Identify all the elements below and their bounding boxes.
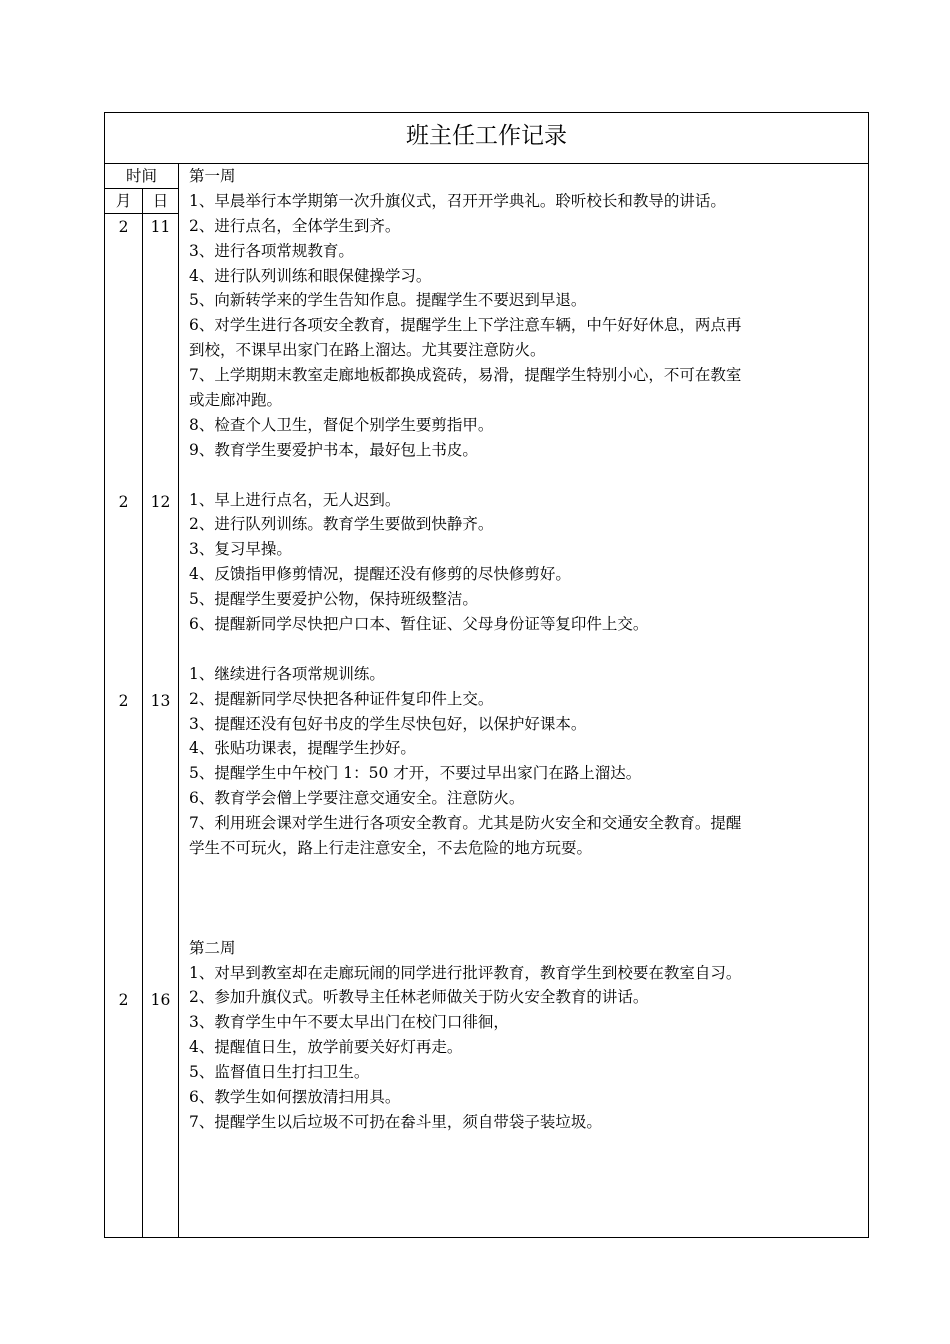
record-content xyxy=(189,164,867,1135)
record-line: 4、张贴功课表，提醒学生抄好。 xyxy=(189,739,416,758)
record-line: 4、反馈指甲修剪情况，提醒还没有修剪的尽快修剪好。 xyxy=(189,565,571,584)
record-line: 3、提醒还没有包好书皮的学生尽快包好，以保护好课本。 xyxy=(189,714,587,733)
record-line: 或走廊冲跑。 xyxy=(189,391,283,410)
record-line: 7、利用班会课对学生进行各项安全教育。尤其是防火安全和交通安全教育。提醒 xyxy=(189,814,742,833)
entry-day: 11 xyxy=(150,218,171,236)
record-line: 6、对学生进行各项安全教育，提醒学生上下学注意车辆，中午好好休息，两点再 xyxy=(189,316,742,335)
record-line: 8、检查个人卫生，督促个别学生要剪指甲。 xyxy=(189,415,494,434)
record-line: 9、教育学生要爱护书本，最好包上书皮。 xyxy=(189,440,478,459)
record-line: 5、监督值日生打扫卫生。 xyxy=(189,1063,370,1082)
entry-month: 2 xyxy=(118,493,129,511)
record-line: 1、继续进行各项常规训练。 xyxy=(189,664,385,683)
record-line: 3、复习早操。 xyxy=(189,540,292,559)
blank-line xyxy=(189,861,867,886)
record-line: 第一周 xyxy=(189,167,236,185)
record-line: 7、上学期期末教室走廊地板都换成瓷砖，易滑，提醒学生特别小心，不可在教室 xyxy=(189,366,742,385)
blank-line xyxy=(189,463,867,488)
time-header: 时间 xyxy=(125,167,157,185)
record-line: 5、提醒学生要爱护公物，保持班级整洁。 xyxy=(189,590,478,609)
divider-time-content xyxy=(178,164,179,1238)
record-line: 1、早晨举行本学期第一次升旗仪式，召开开学典礼。聆听校长和教导的讲话。 xyxy=(189,191,726,210)
record-line: 2、参加升旗仪式。听教导主任林老师做关于防火安全教育的讲话。 xyxy=(189,988,649,1007)
divider-month-header xyxy=(105,213,179,214)
blank-line xyxy=(189,886,867,911)
record-line: 2、进行点名，全体学生到齐。 xyxy=(189,216,401,235)
record-line: 2、提醒新同学尽快把各种证件复印件上交。 xyxy=(189,689,494,708)
record-line: 3、教育学生中午不要太早出门在校门口徘徊， xyxy=(189,1013,509,1032)
day-header: 日 xyxy=(152,192,169,210)
entry-month: 2 xyxy=(118,218,129,236)
record-line: 6、教育学会僧上学要注意交通安全。注意防火。 xyxy=(189,789,525,808)
document-title: 班主任工作记录 xyxy=(105,113,868,164)
record-line: 3、进行各项常规教育。 xyxy=(189,241,354,260)
record-line: 5、向新转学来的学生告知作息。提醒学生不要迟到早退。 xyxy=(189,291,587,310)
record-line: 4、提醒值日生，放学前要关好灯再走。 xyxy=(189,1038,463,1057)
entry-month: 2 xyxy=(118,692,129,710)
month-header: 月 xyxy=(115,192,132,210)
work-record-table xyxy=(104,112,869,1238)
divider-month-day xyxy=(142,188,143,1238)
record-line: 学生不可玩火，路上行走注意安全，不去危险的地方玩耍。 xyxy=(189,839,593,858)
record-line: 6、教学生如何摆放清扫用具。 xyxy=(189,1087,401,1106)
record-line: 1、早上进行点名，无人迟到。 xyxy=(189,490,401,509)
record-line: 7、提醒学生以后垃圾不可扔在畚斗里，须自带袋子装垃圾。 xyxy=(189,1112,602,1131)
entry-day: 16 xyxy=(150,991,171,1009)
entry-day: 12 xyxy=(150,493,171,511)
record-line: 到校，不课早出家门在路上溜达。尤其要注意防火。 xyxy=(189,341,546,360)
record-line: 4、进行队列训练和眼保健操学习。 xyxy=(189,266,432,285)
entry-month: 2 xyxy=(118,991,129,1009)
entry-day: 13 xyxy=(150,692,171,710)
blank-line xyxy=(189,911,867,936)
record-line: 第二周 xyxy=(189,938,236,957)
record-line: 6、提醒新同学尽快把户口本、暂住证、父母身份证等复印件上交。 xyxy=(189,615,649,634)
record-line: 5、提醒学生中午校门 1：50 才开，不要过早出家门在路上溜达。 xyxy=(189,764,642,783)
record-line: 2、进行队列训练。教育学生要做到快静齐。 xyxy=(189,515,494,534)
blank-line xyxy=(189,637,867,662)
record-line: 1、对早到教室却在走廊玩闹的同学进行批评教育，教育学生到校要在教室自习。 xyxy=(189,963,742,982)
